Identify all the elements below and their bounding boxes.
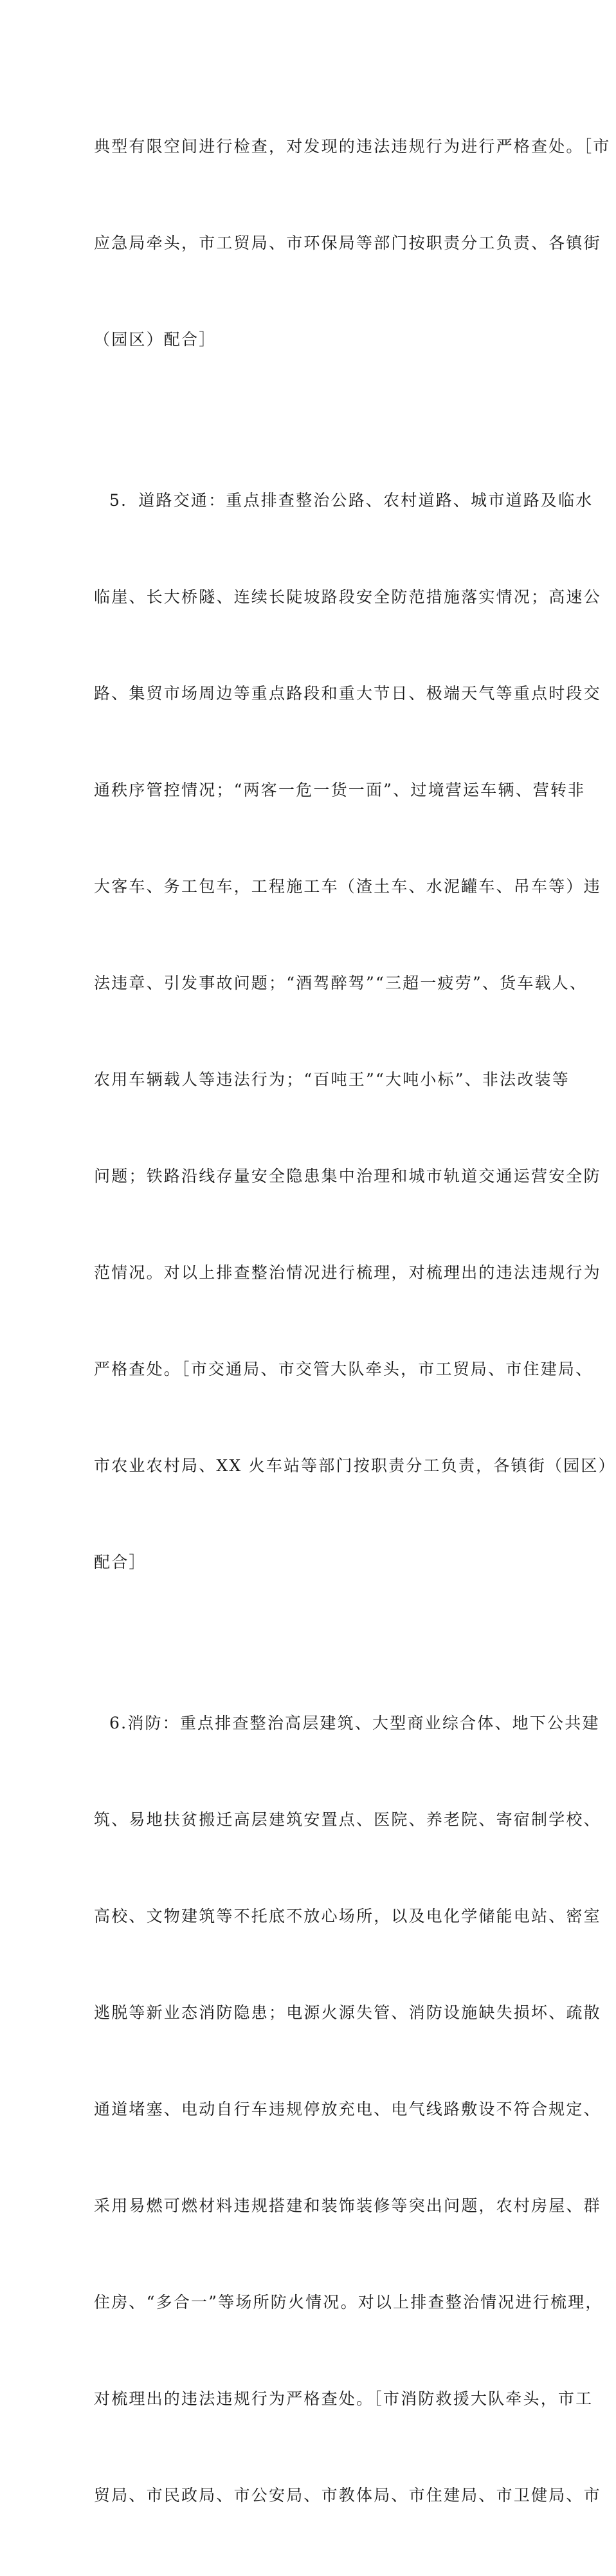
text-line: 市农业农村局、XX 火车站等部门按职责分工负责，各镇街（园区） [94,1456,616,1475]
text-line: 通道堵塞、电动自行车违规停放充电、电气线路敷设不符合规定、 [94,2100,601,2118]
text-line: 严格查处。［市交通局、市交管大队牵头，市工贸局、市住建局、 [94,1360,593,1378]
text-line: 路、集贸市场周边等重点路段和重大节日、极端天气等重点时段交 [94,684,601,703]
text-line: 住房、“多合一”等场所防火情况。对以上排查整治情况进行梳理， [94,2293,603,2312]
text-line: （园区）配合］ [94,330,217,349]
text-line: 问题；铁路沿线存量安全隐患集中治理和城市轨道交通运营安全防 [94,1167,601,1185]
text-line: 通秩序管控情况；“两客一危一货一面”、过境营运车辆、营转非 [94,781,586,799]
text-line: 范情况。对以上排查整治情况进行梳理，对梳理出的违法违规行为 [94,1263,601,1282]
document-body [94,66,616,2576]
paragraph-continued [94,66,611,420]
text-line: 高校、文物建筑等不托底不放心场所，以及电化学储能电站、密室 [94,1907,601,1925]
paragraph-road-traffic [94,420,616,1643]
text-line: 采用易燃可燃材料违规搭建和装饰装修等突出问题，农村房屋、群 [94,2196,601,2215]
text-line: 应急局牵头，市工贸局、市环保局等部门按职责分工负责、各镇街 [94,234,601,252]
text-line: 典型有限空间进行检查，对发现的违法违规行为进行严格查处。［市 [94,137,611,156]
text-line: 农用车辆载人等违法行为；“百吨王”“大吨小标”、非法改装等 [94,1070,570,1089]
text-line: 临崖、长大桥隧、连续长陡坡路段安全防范措施落实情况；高速公 [94,588,601,606]
text-line: 筑、易地扶贫搬迁高层建筑安置点、医院、养老院、寄宿制学校、 [94,1810,601,1829]
text-line: 逃脱等新业态消防隐患；电源火源失管、消防设施缺失损坏、疏散 [94,2003,601,2022]
text-line: 配合］ [94,1553,147,1571]
text-line: 6.消防：重点排查整治高层建筑、大型商业综合体、地下公共建 [109,1714,600,1732]
text-line: 对梳理出的违法违规行为严格查处。［市消防救援大队牵头，市工 [94,2389,593,2408]
text-line: 大客车、务工包车，工程施工车（渣土车、水泥罐车、吊车等）违 [94,877,601,896]
text-line: 5．道路交通：重点排查整治公路、农村道路、城市道路及临水 [109,491,593,510]
paragraph-fire-safety [94,1643,603,2576]
text-line: 贸局、市民政局、市公安局、市教体局、市住建局、市卫健局、市 [94,2486,601,2505]
text-line: 法违章、引发事故问题；“酒驾醉驾”“三超一疲劳”、货车载人、 [94,974,588,992]
